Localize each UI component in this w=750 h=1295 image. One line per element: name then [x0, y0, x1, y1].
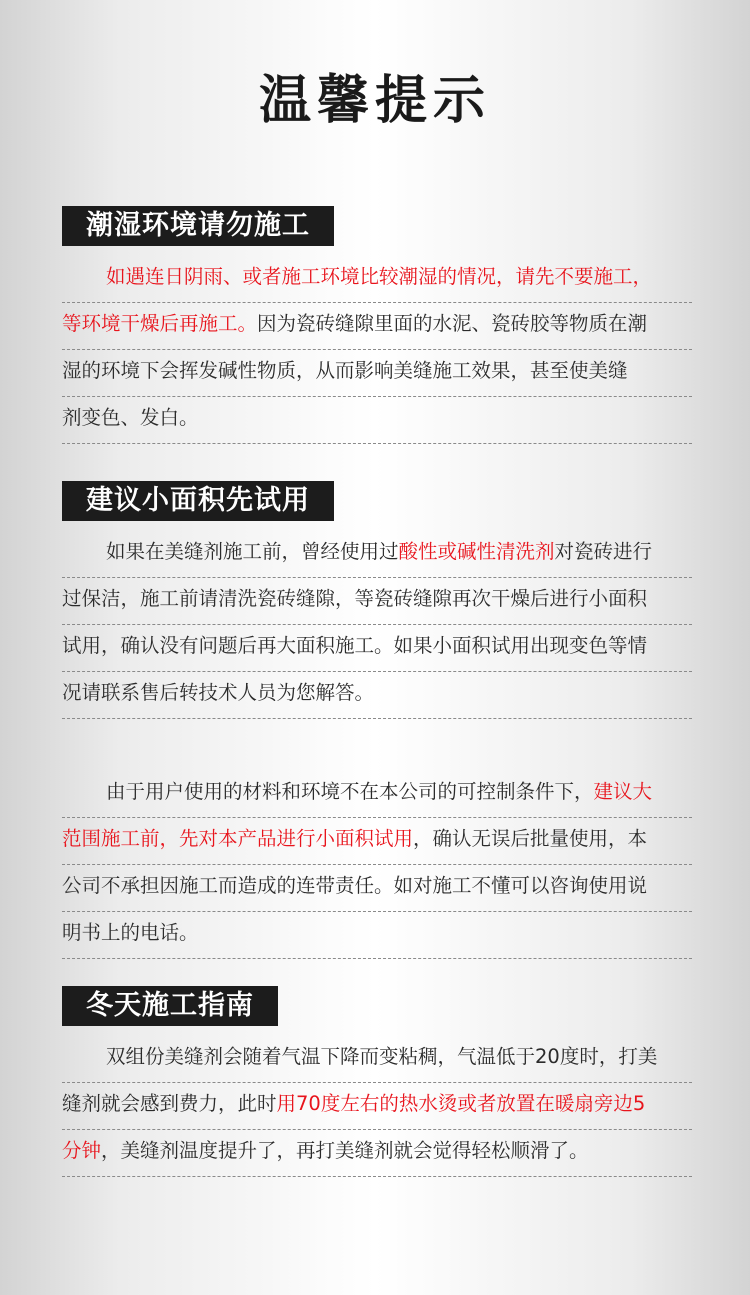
- paragraph: [62, 771, 692, 959]
- text-segment: 况请联系售后转技术人员为您解答。: [62, 681, 375, 704]
- text-line: [62, 531, 692, 578]
- text-segment: 对瓷砖进行: [554, 540, 653, 563]
- text-segment: 如果在美缝剂施工前，曾经使用过: [106, 540, 399, 563]
- text-segment: 等环境干燥后再施工。: [62, 312, 258, 335]
- text-line: [62, 256, 692, 303]
- text-segment: 分钟: [62, 1139, 102, 1162]
- text-segment: 由于用户使用的材料和环境不在本公司的可控制条件下，: [106, 780, 594, 803]
- section-humid: [62, 206, 692, 444]
- text-line: [62, 1083, 692, 1130]
- text-line: [62, 350, 692, 397]
- text-segment: 双组份美缝剂会随着气温下降而变粘稠，气温低于20度时，打美: [106, 1045, 658, 1068]
- paragraph: [62, 1036, 692, 1177]
- text-segment: ，确认无误后批量使用，本: [413, 827, 648, 850]
- text-segment: 湿的环境下会挥发碱性物质，从而影响美缝施工效果，甚至使美缝: [62, 359, 628, 382]
- text-line: [62, 865, 692, 912]
- section-trial: [62, 481, 692, 959]
- text-segment: 用70度左右的热水烫或者放置在暖扇旁边5: [276, 1092, 646, 1115]
- text-line: [62, 1036, 692, 1083]
- text-line: [62, 912, 692, 959]
- page-title: 温馨提示: [258, 71, 491, 131]
- text-segment: 范围施工前，先对本产品进行小面积试用: [62, 827, 414, 850]
- text-segment: 过保洁，施工前请清洗瓷砖缝隙，等瓷砖缝隙再次干燥后进行小面积: [62, 587, 648, 610]
- text-segment: 缝剂就会感到费力，此时: [62, 1092, 277, 1115]
- section-heading: 冬天施工指南: [62, 986, 278, 1026]
- text-segment: 酸性或碱性清洗剂: [398, 540, 555, 563]
- text-line: [62, 672, 692, 719]
- text-line: [62, 818, 692, 865]
- paragraph: [62, 256, 692, 444]
- text-line: [62, 578, 692, 625]
- text-segment: 剂变色、发白。: [62, 406, 199, 429]
- text-line: [62, 625, 692, 672]
- text-segment: 试用，确认没有问题后再大面积施工。如果小面积试用出现变色等情: [62, 634, 648, 657]
- text-line: [62, 397, 692, 444]
- text-line: [62, 1130, 692, 1177]
- text-segment: 因为瓷砖缝隙里面的水泥、瓷砖胶等物质在潮: [257, 312, 648, 335]
- text-line: [62, 303, 692, 350]
- text-segment: 公司不承担因施工而造成的连带责任。如对施工不懂可以咨询使用说: [62, 874, 648, 897]
- section-winter: [62, 986, 692, 1177]
- text-segment: 如遇连日阴雨、或者施工环境比较潮湿的情况，请先不要施工，: [106, 265, 653, 288]
- paragraph: [62, 531, 692, 719]
- section-heading: 建议小面积先试用: [62, 481, 334, 521]
- text-segment: 建议大: [593, 780, 653, 803]
- text-segment: 明书上的电话。: [62, 921, 199, 944]
- section-heading: 潮湿环境请勿施工: [62, 206, 334, 246]
- text-segment: ，美缝剂温度提升了，再打美缝剂就会觉得轻松顺滑了。: [101, 1139, 589, 1162]
- text-line: [62, 771, 692, 818]
